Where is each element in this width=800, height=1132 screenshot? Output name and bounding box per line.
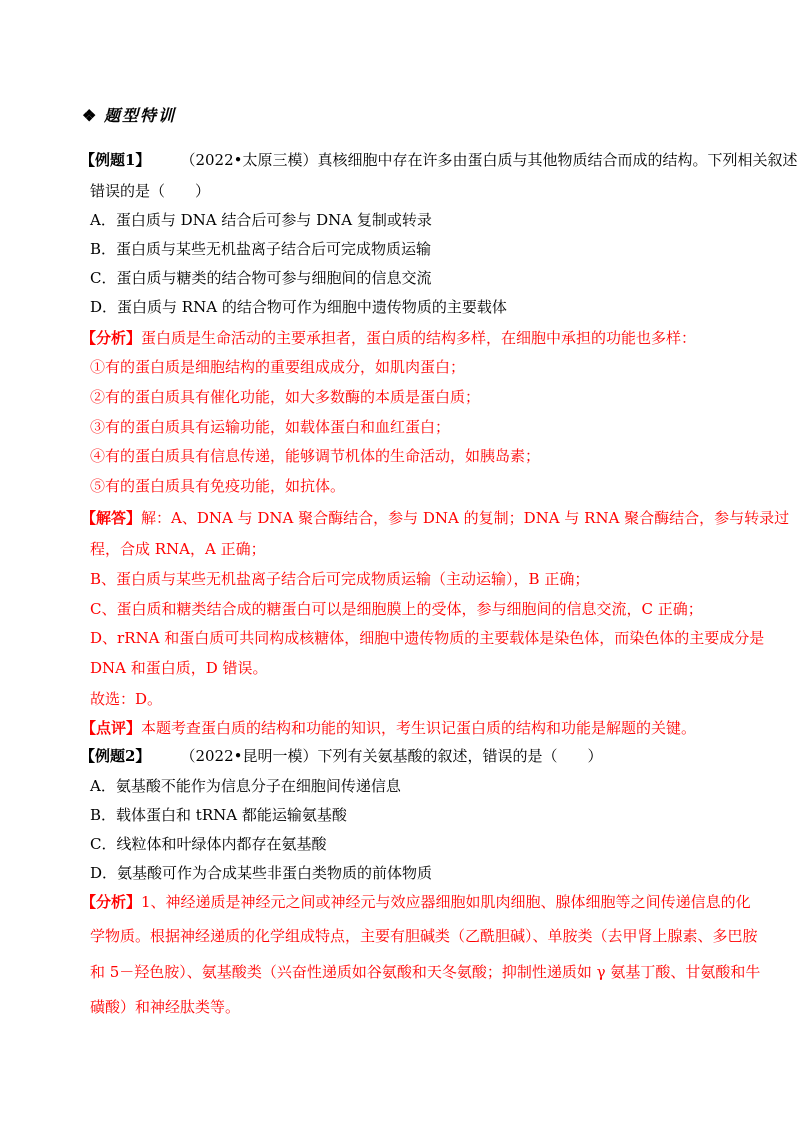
q2-option-d: D．氨基酸可作为合成某些非蛋白类物质的前体物质	[90, 864, 433, 882]
q1-answer-b: B、蛋白质与某些无机盐离子结合后可完成物质运输（主动运输），B 正确；	[90, 570, 590, 588]
q2-option-b: B．载体蛋白和 tRNA 都能运输氨基酸	[90, 806, 347, 824]
q1-stem-line1	[80, 150, 797, 170]
q1-choice: 故选：D。	[90, 690, 163, 708]
q2-analysis-line4: 磺酸）和神经肽类等。	[90, 998, 241, 1016]
q1-analysis-point-3: ③有的蛋白质具有运输功能，如载体蛋白和血红蛋白；	[90, 418, 451, 436]
q2-analysis-text: 1、神经递质是神经元之间或神经元与效应器细胞如肌肉细胞、腺体细胞等之间传递信息的化	[141, 893, 751, 911]
q1-answer-tag: 【解答】	[81, 509, 142, 527]
q1-option-b: B．蛋白质与某些无机盐离子结合后可完成物质运输	[90, 240, 432, 258]
q2-analysis-line2: 学物质。根据神经递质的化学组成特点，主要有胆碱类（乙酰胆碱）、单胺类（去甲肾上腺素、多巴胺	[90, 927, 758, 945]
q1-analysis-point-5: ⑤有的蛋白质具有免疫功能，如抗体。	[90, 477, 346, 495]
q2-stem: （2022•昆明一模）下列有关氨基酸的叙述，错误的是（ ）	[180, 747, 603, 765]
heading-text: 题型特训	[104, 106, 177, 125]
q2-tag: 【例题2】	[80, 747, 151, 765]
q2-analysis	[81, 892, 751, 912]
q1-stem: （2022•太原三模）真核细胞中存在许多由蛋白质与其他物质结合而成的结构。下列相关叙述	[180, 151, 798, 169]
q1-answer	[81, 508, 789, 528]
q2-analysis-line3: 和 5－羟色胺）、氨基酸类（兴奋性递质如谷氨酸和天冬氨酸；抑制性递质如 γ 氨基丁酸、甘氨酸和牛	[90, 963, 761, 981]
q1-comment	[81, 718, 696, 738]
q1-answer-cont: 程，合成 RNA，A 正确；	[90, 540, 266, 558]
q2-analysis-tag: 【分析】	[81, 893, 142, 911]
q1-answer-d-line2: DNA 和蛋白质，D 错误。	[90, 659, 268, 677]
q1-stem-line2: 错误的是（ ）	[90, 182, 211, 200]
q1-answer-text: 解：A、DNA 与 DNA 聚合酶结合，参与 DNA 的复制；DNA 与 RNA 聚合酶结合，参与转录过	[141, 509, 790, 527]
q1-option-a: A．蛋白质与 DNA 结合后可参与 DNA 复制或转录	[90, 211, 432, 229]
q1-analysis-tag: 【分析】	[81, 329, 142, 347]
q1-comment-tag: 【点评】	[81, 719, 142, 737]
q1-tag: 【例题1】	[80, 151, 151, 169]
q1-comment-text: 本题考查蛋白质的结构和功能的知识，考生识记蛋白质的结构和功能是解题的关键。	[141, 719, 697, 737]
diamond-icon: ❖	[82, 106, 99, 125]
q1-answer-c: C、蛋白质和糖类结合成的糖蛋白可以是细胞膜上的受体，参与细胞间的信息交流，C 正确；	[90, 600, 703, 618]
q1-analysis-point-2: ②有的蛋白质具有催化功能，如大多数酶的本质是蛋白质；	[90, 388, 481, 406]
q1-option-c: C．蛋白质与糖类的结合物可参与细胞间的信息交流	[90, 269, 432, 287]
q1-analysis-point-4: ④有的蛋白质具有信息传递，能够调节机体的生命活动，如胰岛素；	[90, 447, 541, 465]
q1-answer-d-line1: D、rRNA 和蛋白质可共同构成核糖体，细胞中遗传物质的主要载体是染色体，而染色体的主要成分是	[90, 629, 765, 647]
q1-analysis-text: 蛋白质是生命活动的主要承担者，蛋白质的结构多样，在细胞中承担的功能也多样：	[141, 329, 697, 347]
q2-option-c: C．线粒体和叶绿体内都存在氨基酸	[90, 835, 327, 853]
q2-stem-line	[80, 746, 602, 766]
section-heading	[82, 106, 176, 126]
q2-option-a: A．氨基酸不能作为信息分子在细胞间传递信息	[90, 777, 401, 795]
q1-analysis	[81, 328, 696, 348]
q1-option-d: D．蛋白质与 RNA 的结合物可作为细胞中遗传物质的主要载体	[90, 298, 507, 316]
q1-analysis-point-1: ①有的蛋白质是细胞结构的重要组成成分，如肌肉蛋白；	[90, 358, 466, 376]
